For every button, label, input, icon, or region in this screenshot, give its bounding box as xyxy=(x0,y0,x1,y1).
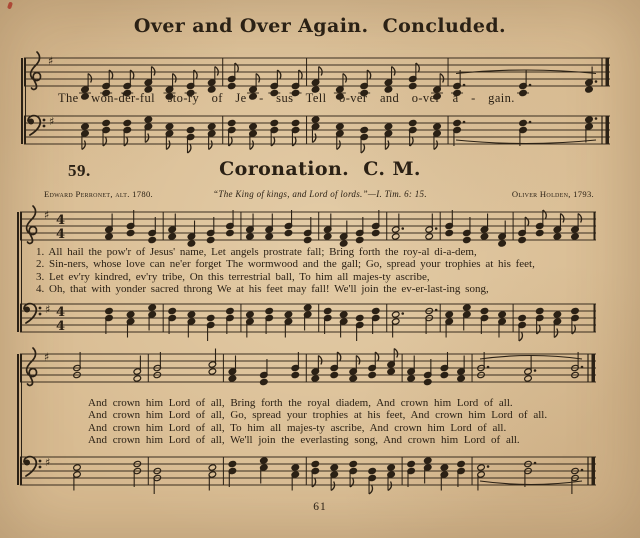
verse-line-2: 2. Sin-ners, whose love can ne'er forget The wormwood and the gall; Go, spread your trophies at his feet, xyxy=(36,258,535,271)
bass-staff-over-and-over xyxy=(24,106,610,164)
svg-text:4: 4 xyxy=(56,227,66,242)
svg-text:4: 4 xyxy=(56,319,66,334)
chorus-line-3: And crown him Lord of all, To him all majes-ty ascribe, And crown him Lord of all. xyxy=(88,421,507,434)
svg-text:♯: ♯ xyxy=(49,115,55,128)
svg-text:♯: ♯ xyxy=(48,54,54,68)
chorus-line-2: And crown him Lord of all, Go, spread your trophies at his feet, And crown him Lord of all. xyxy=(88,409,548,422)
chorus-line-4: And crown him Lord of all, We'll join the everlasting song, And crown him Lord of all. xyxy=(88,433,520,446)
verse-line-3: 3. Let ev'ry kindred, ev'ry tribe, On this terrestrial ball, To him all majes-ty ascribe, xyxy=(36,270,430,283)
hymn-title: Coronation. C. M. xyxy=(219,158,421,180)
svg-text:4: 4 xyxy=(56,213,66,228)
svg-text:♯: ♯ xyxy=(44,350,50,364)
scripture-quote: “The King of kings, and Lord of lords.”—I. Tim. 6: 15. xyxy=(213,189,427,199)
bass-staff-coronation-2 xyxy=(20,444,596,508)
svg-text:♯: ♯ xyxy=(45,456,51,469)
composer-credit: Oliver Holden, 1793. xyxy=(511,189,594,199)
verse-line-4: 4. Oh, that with yonder sacred throng We at his feet may fall! We'll join the ev-er-last-ing song, xyxy=(36,282,489,295)
red-ink-speck xyxy=(7,2,13,10)
hymn-number: 59. xyxy=(68,161,91,180)
treble-staff-coronation-2 xyxy=(20,342,596,400)
lyric-line: The won-der-ful sto-ry of Je - sus Tell o-ver and o-ver a - gain. xyxy=(58,91,515,105)
verses-block xyxy=(36,246,535,295)
chorus-block xyxy=(88,397,547,446)
svg-text:♯: ♯ xyxy=(44,208,50,222)
author-credit: Edward Perronet, alt. 1780. xyxy=(44,189,153,199)
svg-text:♯: ♯ xyxy=(45,303,51,316)
page-title: Over and Over Again. Concluded. xyxy=(133,15,507,37)
page-number: 61 xyxy=(313,501,327,513)
svg-text:4: 4 xyxy=(56,305,66,320)
chorus-line-1: And crown him Lord of all, Bring forth the royal diadem, And crown him Lord of all. xyxy=(88,397,513,409)
verse-line-1: 1. All hail the pow'r of Jesus' name, Let angels prostrate fall; Bring forth the roy-al di-a-dem, xyxy=(36,246,477,258)
